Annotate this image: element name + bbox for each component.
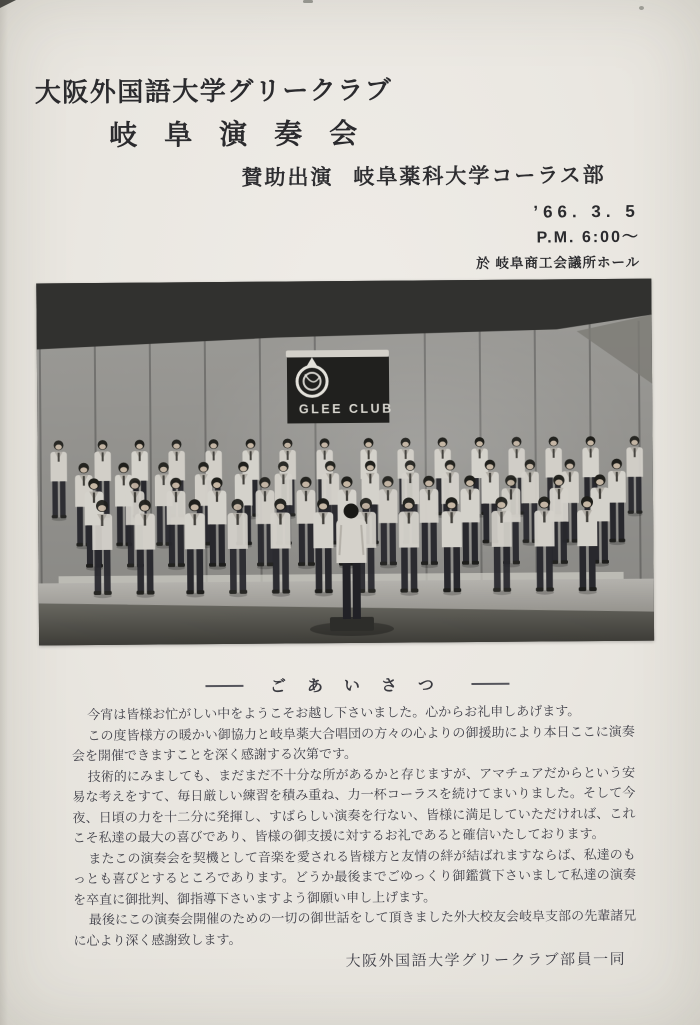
signature-line: 大阪外国語大学グリークラブ部員一同 [345, 951, 627, 971]
event-time: P.M. 6:00～ [536, 228, 641, 247]
heading-dash-left [206, 684, 244, 686]
glee-club-banner-text: GLEE CLUB [298, 401, 394, 417]
event-date: ’66. 3. 5 [533, 201, 640, 222]
greeting-title: ごあいさつ [269, 677, 456, 696]
support-line [241, 159, 605, 192]
event-details [476, 202, 641, 272]
scan-speck [639, 6, 644, 10]
greeting-heading [7, 670, 700, 698]
heading-dash-right [471, 682, 509, 684]
greeting-paragraph: この度皆様方の暖かい御協力と岐阜薬大合唱団の方々の心よりの御援助により本日ここに演奏会を開催できますことを深く感謝する次第です。 [71, 723, 635, 764]
greeting-paragraph: 技術的にみましても、まだまだ不十分な所があるかと存じますが、アマチュアだからという安易な考えをすて、毎日厳しい練習を積み重ね、力一杯コーラスを続けてまいりました。そして今夜、日頃の力を十二分に発揮し、すばらしい演奏を行ない、皆様に満足していただければ、これこそ私達の最大の喜びであり、皆様の御支援に対するお礼であると確信いたしております。 [72, 764, 636, 846]
scan-edge-shade [0, 0, 8, 1025]
concert-title: 岐阜演奏会 [109, 117, 385, 151]
stage-photo [36, 279, 654, 646]
greeting-paragraph: 今宵は皆様お忙がしい中をようこそお越し下さいました。心からお礼申しあげます。 [87, 703, 581, 723]
support-group: 岐阜薬科大学コーラス部 [353, 163, 606, 189]
event-venue: 於 岐阜商工会議所ホール [476, 254, 641, 272]
club-name-title: 大阪外国語大学グリークラブ [34, 74, 393, 108]
scan-speck [303, 0, 313, 3]
greeting-paragraph: またこの演奏会を契機として音楽を愛される皆様方と友情の絆が結ばれますならば、私達のもっとも喜びとするところであります。どうか最後までごゆっくり御鑑賞下さいまして私達の演奏を卒直に御批判、御指導下さいますよう御願い申し上げます。 [72, 846, 637, 907]
greeting-body [72, 701, 637, 951]
support-label: 賛助出演 [241, 166, 334, 190]
greeting-paragraph: 最後にこの演奏会開催のための一切の御世話をして頂きました外大校友会岐阜支部の先輩諸兄に心より深く感謝致します。 [73, 907, 637, 948]
glee-club-banner [286, 350, 394, 424]
